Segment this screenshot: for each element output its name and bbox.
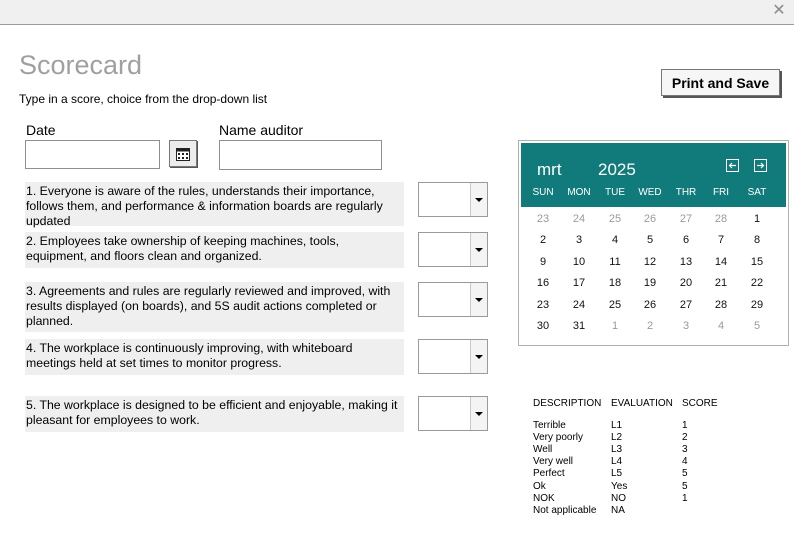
legend-cell: L2 <box>611 432 623 444</box>
calendar-icon <box>176 147 190 161</box>
legend-cell: 1 <box>682 420 688 431</box>
weekday-sat: SAT <box>747 187 767 198</box>
close-icon[interactable]: ✕ <box>772 2 786 19</box>
calendar-day[interactable]: 7 <box>717 234 725 247</box>
chevron-down-icon[interactable] <box>470 397 487 430</box>
legend-header: SCORE <box>682 398 718 409</box>
question-3-score-dropdown[interactable] <box>418 282 488 317</box>
calendar-day[interactable]: 9 <box>539 255 547 268</box>
calendar-day[interactable]: 28 <box>714 213 728 225</box>
question-4-score-dropdown[interactable] <box>418 339 488 374</box>
title-bar <box>0 0 794 25</box>
calendar-day[interactable]: 1 <box>753 213 761 225</box>
weekday-mon: MON <box>567 187 591 198</box>
legend-cell: NOK <box>533 492 555 504</box>
calendar-day[interactable]: 24 <box>572 213 586 225</box>
calendar-widget <box>518 140 789 346</box>
calendar-day[interactable]: 27 <box>679 298 693 311</box>
calendar-day[interactable]: 8 <box>753 234 761 247</box>
arrow-right-icon <box>756 161 765 170</box>
calendar-header <box>521 143 786 207</box>
calendar-day[interactable]: 31 <box>572 320 586 332</box>
calendar-day[interactable]: 21 <box>714 277 728 290</box>
calendar-day[interactable]: 4 <box>717 320 725 332</box>
chevron-down-icon[interactable] <box>470 340 487 373</box>
chevron-down-icon[interactable] <box>470 283 487 316</box>
calendar-day[interactable]: 1 <box>611 320 619 332</box>
legend-cell: 3 <box>682 444 688 456</box>
legend-cell: NO <box>611 492 626 504</box>
calendar-day[interactable]: 30 <box>536 320 550 332</box>
date-label: Date <box>26 122 56 138</box>
legend-cell: Very poorly <box>533 432 584 444</box>
weekday-fri: FRI <box>712 187 730 198</box>
calendar-day[interactable]: 23 <box>536 213 550 225</box>
legend-header: EVALUATION <box>611 398 673 409</box>
calendar-day[interactable]: 5 <box>646 234 654 247</box>
question-4-text: 4. The workplace is continuously improving, with whiteboard meetings held at set times to monitor progress. <box>25 339 404 375</box>
calendar-day[interactable]: 3 <box>575 234 583 247</box>
calendar-day[interactable]: 23 <box>536 298 550 311</box>
question-1-score-dropdown[interactable] <box>418 182 488 217</box>
weekday-sun: SUN <box>532 187 554 198</box>
calendar-day[interactable]: 3 <box>682 320 690 332</box>
calendar-day[interactable]: 29 <box>750 298 764 311</box>
legend-cell: L3 <box>611 444 623 456</box>
legend-header: DESCRIPTION <box>533 398 602 409</box>
calendar-day[interactable]: 18 <box>608 277 622 290</box>
calendar-year: 2025 <box>598 160 636 179</box>
weekday-header-row <box>521 187 786 203</box>
calendar-day[interactable]: 20 <box>679 277 693 290</box>
calendar-button[interactable] <box>169 140 197 167</box>
weekday-wed: WED <box>638 187 662 198</box>
question-5-text: 5. The workplace is designed to be efficient and enjoyable, making it pleasant for employees to work. <box>25 396 404 432</box>
legend-cell: L5 <box>611 468 623 480</box>
calendar-day[interactable]: 22 <box>750 277 764 290</box>
calendar-day[interactable]: 27 <box>679 213 693 225</box>
legend-cell: L4 <box>611 456 623 468</box>
calendar-day[interactable]: 11 <box>609 255 621 268</box>
question-1-text: 1. Everyone is aware of the rules, understands their importance, follows them, and performance & information boards are regularly updated <box>25 182 404 226</box>
calendar-day[interactable]: 25 <box>608 213 622 225</box>
calendar-day[interactable]: 19 <box>643 277 657 290</box>
legend-cell: Yes <box>611 480 628 492</box>
calendar-day[interactable]: 26 <box>643 213 657 225</box>
calendar-day[interactable]: 13 <box>679 255 693 268</box>
calendar-day[interactable]: 2 <box>539 234 547 247</box>
legend-cell: 5 <box>682 468 688 480</box>
auditor-name-field[interactable] <box>219 140 382 170</box>
print-and-save-button[interactable]: Print and Save <box>661 69 780 96</box>
calendar-day[interactable]: 10 <box>572 255 586 268</box>
calendar-day[interactable]: 26 <box>643 298 657 311</box>
calendar-month: mrt <box>537 160 562 179</box>
auditor-label: Name auditor <box>219 122 304 138</box>
calendar-day[interactable]: 16 <box>536 277 550 290</box>
legend-cell: NA <box>611 504 625 516</box>
chevron-down-icon[interactable] <box>470 233 487 266</box>
legend-cell: 5 <box>682 480 688 492</box>
calendar-day[interactable]: 24 <box>572 298 586 311</box>
legend-cell: Not applicable <box>533 504 597 516</box>
next-month-button[interactable] <box>754 159 767 172</box>
calendar-day[interactable]: 2 <box>646 320 654 332</box>
date-field[interactable] <box>25 140 160 169</box>
weekday-thr: THR <box>675 187 697 198</box>
legend-cell: Well <box>533 444 553 456</box>
legend-cell: 1 <box>682 492 688 504</box>
legend-cell: Ok <box>533 480 546 492</box>
question-5-score-dropdown[interactable] <box>418 396 488 431</box>
calendar-day[interactable]: 5 <box>753 320 761 332</box>
calendar-day[interactable]: 15 <box>750 255 764 268</box>
calendar-day[interactable]: 12 <box>643 255 657 268</box>
page-title: Scorecard <box>19 50 143 80</box>
weekday-tue: TUE <box>605 187 625 198</box>
arrow-left-icon <box>728 161 737 170</box>
calendar-day[interactable]: 28 <box>714 298 728 311</box>
chevron-down-icon[interactable] <box>470 183 487 216</box>
legend-cell: 2 <box>682 432 688 444</box>
legend-cell: Terrible <box>533 420 566 431</box>
legend-cell: L1 <box>611 420 623 431</box>
calendar-day[interactable]: 14 <box>714 255 728 268</box>
page-subtitle: Type in a score, choice from the drop-down list <box>19 92 268 106</box>
question-2-score-dropdown[interactable] <box>418 232 488 267</box>
legend-cell: Perfect <box>533 468 565 480</box>
calendar-day[interactable]: 6 <box>682 234 690 247</box>
question-2-text: 2. Employees take ownership of keeping machines, tools, equipment, and floors clean and organized. <box>25 232 404 268</box>
legend-cell: 4 <box>682 456 688 468</box>
calendar-day[interactable]: 25 <box>608 298 622 311</box>
calendar-day[interactable]: 4 <box>611 234 619 247</box>
previous-month-button[interactable] <box>726 159 739 172</box>
calendar-day[interactable]: 17 <box>572 277 586 290</box>
question-3-text: 3. Agreements and rules are regularly reviewed and improved, with results displayed (on boards), and 5S audit actions completed or planned. <box>25 282 404 332</box>
legend-cell: Very well <box>533 456 574 468</box>
